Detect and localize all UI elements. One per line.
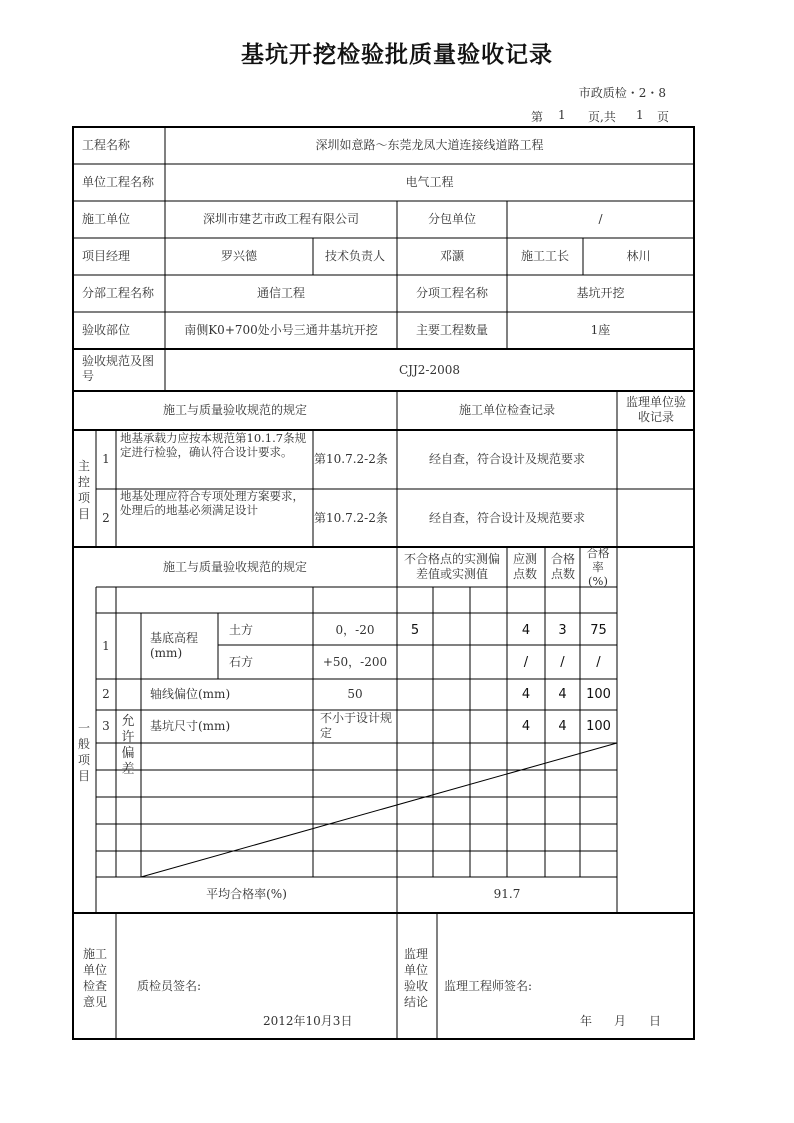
standard: CJJ2-2008 (398, 363, 461, 377)
page-suffix: 页 (657, 110, 670, 124)
tech-label: 技术负责人 (324, 249, 385, 263)
general-item-2-rate: 100 (586, 687, 611, 702)
soil-should-count: 4 (521, 623, 531, 638)
main-item-1-text: 地基承载力应按本规范第10.1.7条规定进行检验，确认符合设计要求。 (120, 431, 307, 459)
location-label: 验收部位 (82, 323, 131, 337)
general-header-rate: 合格率(%) (586, 546, 610, 587)
general-header-spec: 施工与质量验收规范的规定 (162, 560, 307, 574)
subcontractor-label: 分包单位 (427, 212, 476, 226)
subitem-label: 分项工程名称 (415, 286, 488, 300)
general-item-3-tolerance: 不小于设计规定 (320, 711, 393, 740)
soil-pass-count: 3 (558, 623, 567, 638)
page-prefix: 第 (531, 110, 544, 124)
general-item-1-no: 1 (102, 639, 110, 653)
supervisor-conclusion-label: 监理单位验收结论 (403, 947, 428, 1009)
avg-rate-label: 平均合格率(%) (206, 887, 287, 901)
rock-tolerance: +50，-200 (322, 655, 388, 669)
quantity-label: 主要工程数量 (415, 323, 488, 337)
location: 南侧K0+700处小号三通井基坑开挖 (184, 323, 378, 337)
general-item-2-pass: 4 (558, 687, 567, 702)
soil-pass-rate: 75 (590, 623, 607, 638)
allowed-deviation-label: 允许偏差 (121, 714, 135, 777)
main-group-label: 主控项目 (77, 459, 90, 521)
page-title: 基坑开挖检验批质量验收记录 (241, 42, 553, 68)
quantity: 1座 (590, 323, 611, 337)
unit-project-label: 单位工程名称 (82, 175, 155, 189)
main-item-2-clause: 第10.7.2-2条 (314, 511, 388, 525)
general-header-measured: 不合格点的实测偏差值或实测值 (403, 552, 500, 581)
project-name-label: 工程名称 (82, 138, 131, 152)
general-item-3-no: 3 (102, 719, 110, 733)
division-label: 分部工程名称 (82, 286, 155, 300)
standard-label: 验收规范及图号 (82, 354, 155, 383)
general-item-3-rate: 100 (586, 719, 611, 734)
engineer-signature-label: 监理工程师签名: (444, 979, 533, 993)
main-item-2-no: 2 (102, 511, 110, 525)
main-item-1-record: 经自查，符合设计及规范要求 (428, 452, 585, 466)
subitem: 基坑开挖 (576, 286, 625, 300)
general-group-label: 一般项目 (77, 721, 90, 783)
rock-should-count: / (523, 655, 529, 670)
foreman: 林川 (626, 249, 651, 263)
tech: 邓灏 (439, 249, 464, 263)
general-item-2-tolerance: 50 (347, 687, 363, 701)
main-item-1-no: 1 (102, 452, 110, 466)
general-item-3-name: 基坑尺寸(mm) (150, 719, 231, 733)
date-day-placeholder: 日 (649, 1014, 662, 1028)
soil-tolerance: 0，-20 (335, 623, 375, 637)
rock-pass-count: / (560, 655, 565, 670)
document-code: 市政质检・2・8 (578, 86, 666, 100)
main-item-2-record: 经自查，符合设计及规范要求 (428, 511, 585, 525)
page-number: 1 (558, 108, 566, 122)
pm-label: 项目经理 (82, 249, 131, 263)
rock-label: 石方 (229, 655, 254, 669)
unit-project: 电气工程 (405, 175, 454, 189)
rock-pass-rate: / (596, 655, 601, 670)
project-name: 深圳如意路～东莞龙凤大道连接线道路工程 (315, 138, 544, 152)
general-header-pass: 合格点数 (550, 552, 575, 581)
contractor-label: 施工单位 (82, 212, 131, 226)
main-header-supervisor: 监理单位验收记录 (625, 395, 686, 424)
main-item-2-text: 地基处理应符合专项处理方案要求，处理后的地基必须满足设计 (120, 489, 304, 517)
general-item-2-no: 2 (102, 687, 110, 701)
avg-rate-value: 91.7 (493, 887, 521, 901)
date-year-placeholder: 年 (580, 1014, 593, 1028)
page-total: 1 (636, 108, 644, 122)
date-month-placeholder: 月 (614, 1014, 627, 1028)
contractor: 深圳市建艺市政工程有限公司 (202, 212, 359, 226)
general-item-2-name: 轴线偏位(mm) (150, 687, 231, 701)
foreman-label: 施工工长 (520, 249, 569, 263)
main-item-1-clause: 第10.7.2-2条 (314, 452, 388, 466)
general-item-3-pass: 4 (558, 719, 567, 734)
soil-label: 土方 (229, 623, 254, 637)
contractor-opinion-label: 施工单位检查意见 (82, 947, 107, 1009)
inspector-signature-label: 质检员签名: (137, 979, 202, 993)
division: 通信工程 (256, 286, 305, 300)
general-header-should: 应测点数 (512, 552, 537, 581)
main-header-spec: 施工与质量验收规范的规定 (162, 403, 307, 417)
page-mid: 页,共 (588, 110, 616, 124)
general-item-3-should: 4 (521, 719, 531, 734)
soil-measured-value: 5 (410, 623, 420, 638)
inspection-date: 2012年10月3日 (263, 1014, 353, 1028)
general-item-2-should: 4 (521, 687, 531, 702)
main-header-check: 施工单位检查记录 (458, 403, 555, 417)
subcontractor: / (598, 212, 603, 226)
general-item-1-name: 基底高程(mm) (150, 631, 199, 660)
pm: 罗兴德 (220, 249, 257, 263)
